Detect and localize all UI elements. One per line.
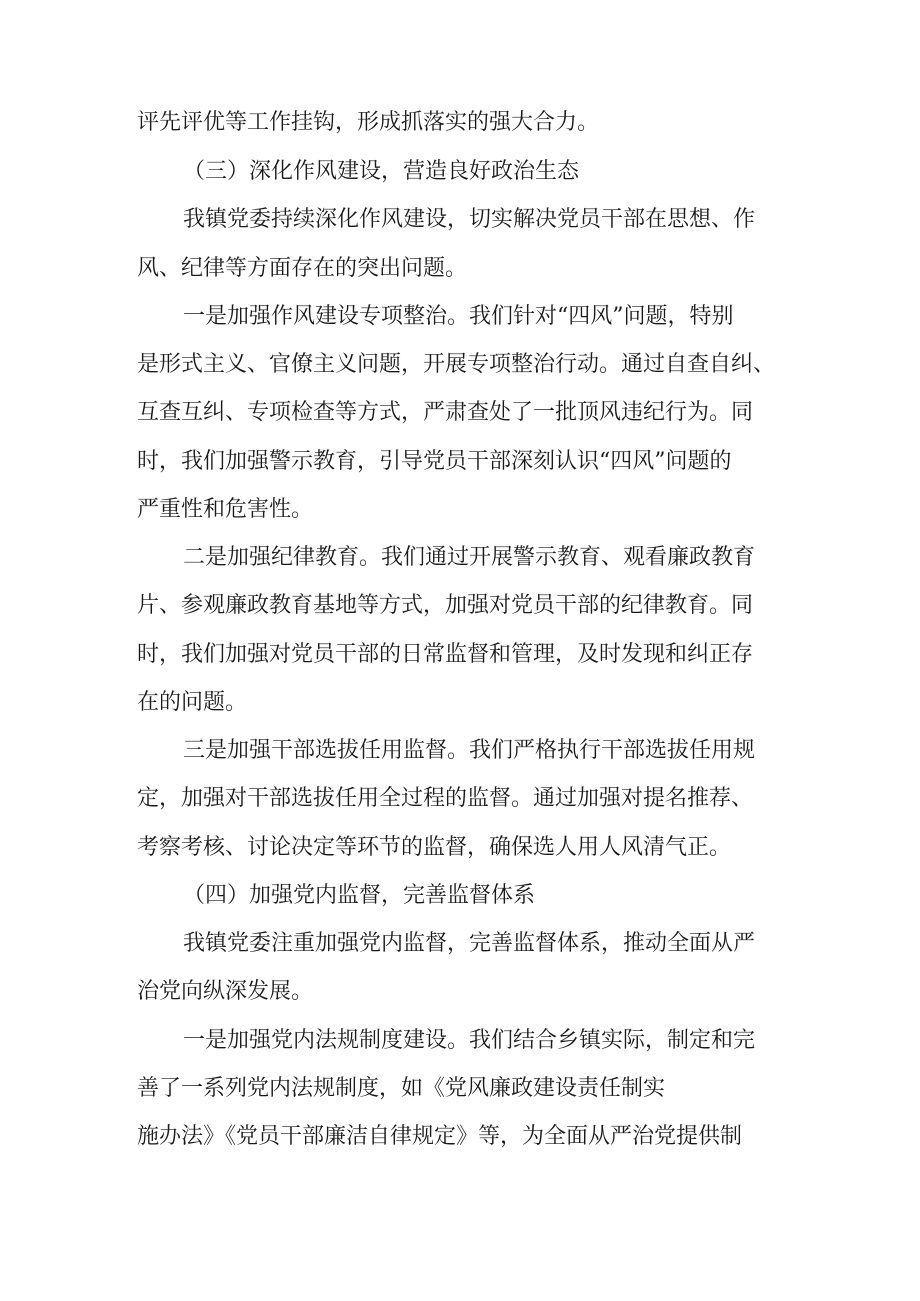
paragraph-line: 互查互纠、专项检查等方式，严肃查处了一批顶风违纪行为。同 (137, 400, 754, 425)
paragraph-line: 一是加强作风建设专项整治。我们针对“四风”问题，特别 (183, 304, 734, 329)
paragraph-line: 时，我们加强对党员干部的日常监督和管理，及时发现和纠正存 (137, 642, 754, 667)
paragraph-line: 二是加强纪律教育。我们通过开展警示教育、观看廉政教育 (183, 545, 756, 570)
paragraph-line: 一是加强党内法规制度建设。我们结合乡镇实际，制定和完 (183, 1028, 756, 1053)
paragraph-line: 治党向纵深发展。 (137, 979, 314, 1004)
paragraph-line: 评先评优等工作挂钩，形成抓落实的强大合力。 (137, 110, 600, 135)
paragraph-line: 在的问题。 (137, 690, 248, 715)
paragraph-line: 考察考核、讨论决定等环节的监督，确保选人用人风清气正。 (137, 835, 732, 860)
paragraph-line: 施办法》《党员干部廉洁自律规定》等，为全面从严治党提供制 (137, 1124, 743, 1149)
paragraph-line: 风、纪律等方面存在的突出问题。 (137, 256, 468, 281)
paragraph-line: 定，加强对干部选拔任用全过程的监督。通过加强对提名推荐、 (137, 786, 754, 811)
paragraph-line: 是形式主义、官僚主义问题，开展专项整治行动。通过自查自纠、 (137, 352, 776, 377)
section-heading-three: （三）深化作风建设，营造良好政治生态 (183, 159, 580, 184)
section-heading-four: （四）加强党内监督，完善监督体系 (183, 883, 536, 908)
paragraph-line: 严重性和危害性。 (137, 497, 314, 522)
paragraph-line: 善了一系列党内法规制度，如《党风廉政建设责任制实 (137, 1076, 666, 1101)
paragraph-line: 我镇党委持续深化作风建设，切实解决党员干部在思想、作 (183, 207, 756, 232)
paragraph-line: 片、参观廉政教育基地等方式，加强对党员干部的纪律教育。同 (137, 593, 754, 618)
paragraph-line: 时，我们加强警示教育，引导党员干部深刻认识“四风”问题的 (137, 449, 732, 474)
paragraph-line: 我镇党委注重加强党内监督，完善监督体系，推动全面从严 (183, 931, 756, 956)
paragraph-line: 三是加强干部选拔任用监督。我们严格执行干部选拔任用规 (183, 738, 756, 763)
